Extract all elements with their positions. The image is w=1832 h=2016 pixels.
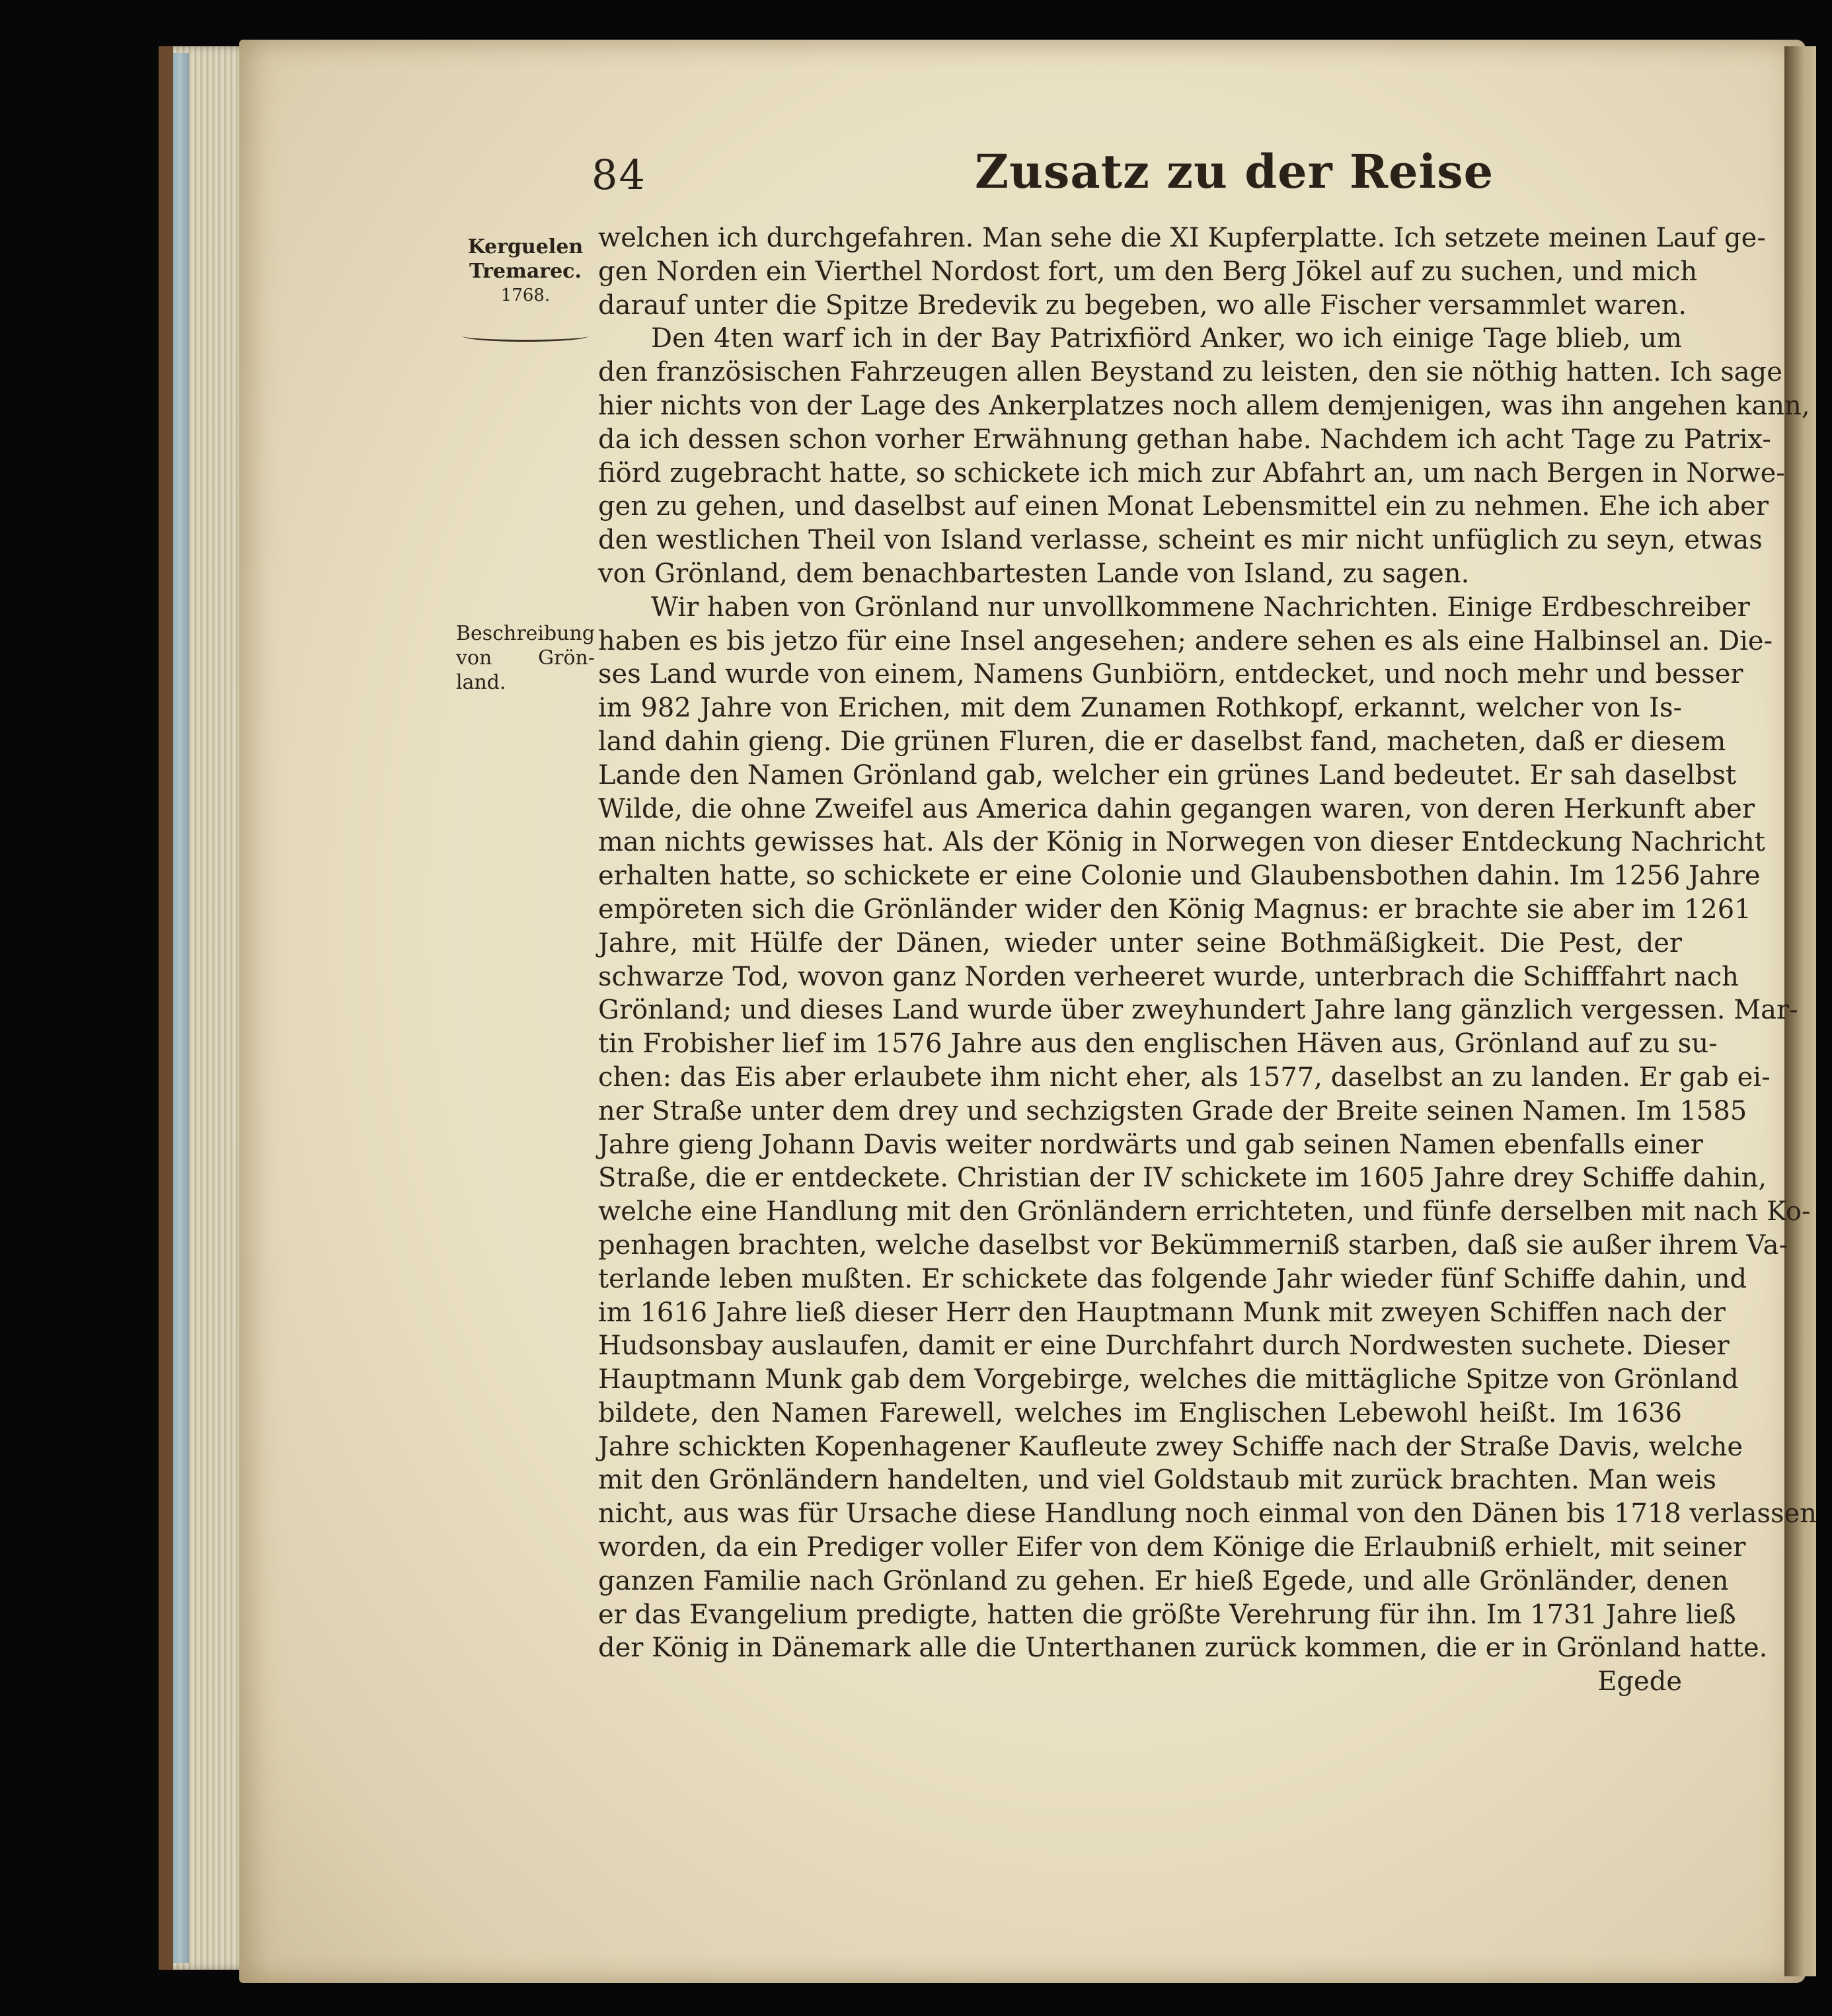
text-line: im 982 Jahre von Erichen, mit dem Zunamen Rothkopf, erkannt, welcher von Is- [598, 693, 1682, 724]
margin-note-line: 1768. [500, 286, 551, 305]
text-line: nicht, aus was für Ursache diese Handlung noch einmal von den Dänen bis 1718 verlassen [598, 1498, 1817, 1530]
text-line: man nichts gewisses hat. Als der König in Norwegen von dieser Entdeckung Nachricht [598, 827, 1765, 858]
text-line: Jahre, mit Hülfe der Dänen, wieder unter seine Bothmäßigkeit. Die Pest, der [598, 927, 1682, 958]
text-line: welche eine Handlung mit den Grönländern errichteten, und fünfe derselben mit nach Ko- [598, 1196, 1811, 1227]
text-line: ner Straße unter dem drey und sechzigsten Grade der Breite seinen Namen. Im 1585 [598, 1095, 1747, 1126]
text-line: gen Norden ein Vierthel Nordost fort, um den Berg Jökel auf zu suchen, und mich [598, 256, 1698, 287]
text-line: chen: das Eis aber erlaubete ihm nicht eher, als 1577, daselbst an zu landen. Er gab ei- [598, 1062, 1771, 1093]
margin-note-line: Kerguelen [467, 235, 584, 258]
text-line: Wir haben von Grönland nur unvollkommene Nachrichten. Einige Erdbeschreiber [651, 592, 1750, 623]
text-line: terlande leben mußten. Er schickete das folgende Jahr wieder fünf Schiffe dahin, und [598, 1263, 1747, 1294]
margin-note-kerguelen [456, 235, 595, 308]
text-line: bildete, den Namen Farewell, welches im Englischen Lebewohl heißt. Im 1636 [598, 1397, 1682, 1428]
text-line: penhagen brachten, welche daselbst vor Bekümmerniß starben, daß sie außer ihrem Va- [598, 1229, 1788, 1260]
running-head: Zusatz zu der Reise [975, 144, 1494, 199]
text-line: fiörd zugebracht hatte, so schickete ich mich zur Abfahrt an, um nach Bergen in Norwe- [598, 457, 1785, 488]
text-line: gen zu gehen, und daselbst auf einen Monat Lebensmittel ein zu nehmen. Ehe ich aber [598, 491, 1769, 522]
margin-note-brace [463, 330, 588, 342]
catchword: Egede [1597, 1666, 1682, 1697]
text-line: worden, da ein Prediger voller Eifer von dem Könige die Erlaubniß erhielt, mit seiner [598, 1532, 1746, 1563]
text-line: den westlichen Theil von Island verlasse, scheint es mir nicht unfüglich zu seyn, etwas [598, 525, 1763, 556]
text-line: der König in Dänemark alle die Unterthanen zurück kommen, die er in Grönland hatte. [598, 1633, 1768, 1664]
page-number: 84 [592, 151, 646, 199]
text-line: Grönland; und dieses Land wurde über zweyhundert Jahre lang gänzlich vergessen. Mar- [598, 995, 1798, 1026]
text-line: Wilde, die ohne Zweifel aus America dahin gegangen waren, von deren Herkunft aber [598, 793, 1755, 824]
text-line: land dahin gieng. Die grünen Fluren, die er daselbst fand, macheten, daß er diesem [598, 726, 1726, 757]
text-line: Hauptmann Munk gab dem Vorgebirge, welches die mittägliche Spitze von Grönland [598, 1364, 1739, 1395]
margin-note-line: land. [456, 671, 506, 694]
text-line: er das Evangelium predigte, hatten die größte Verehrung für ihn. Im 1731 Jahre ließ [598, 1599, 1736, 1630]
text-line: tin Frobisher lief im 1576 Jahre aus den englischen Häven aus, Grönland auf zu su- [598, 1028, 1718, 1060]
text-line: darauf unter die Spitze Bredevik zu begeben, wo alle Fischer versammlet waren. [598, 290, 1687, 321]
text-line: ganzen Familie nach Grönland zu gehen. Er hieß Egede, und alle Grönländer, denen [598, 1565, 1729, 1596]
text-line: Jahre gieng Johann Davis weiter nordwärts und gab seinen Namen ebenfalls einer [598, 1129, 1703, 1160]
margin-note-line: von Grön- [456, 646, 595, 670]
text-line: welchen ich durchgefahren. Man sehe die XI Kupferplatte. Ich setzete meinen Lauf ge- [598, 223, 1766, 253]
text-line: haben es bis jetzo für eine Insel angesehen; andere sehen es als eine Halbinsel an. Die- [598, 625, 1773, 656]
margin-note-line: Beschreibung [456, 622, 595, 645]
text-line: von Grönland, dem benachbartesten Lande von Island, zu sagen. [598, 558, 1470, 589]
text-line: den französischen Fahrzeugen allen Beystand zu leisten, den sie nöthig hatten. Ich sage [598, 357, 1782, 388]
text-line: erhalten hatte, so schickete er eine Colonie und Glaubensbothen dahin. Im 1256 Jahre [598, 861, 1761, 892]
text-line: im 1616 Jahre ließ dieser Herr den Hauptmann Munk mit zweyen Schiffen nach der [598, 1297, 1726, 1328]
text-line: Lande den Namen Grönland gab, welcher ein grünes Land bedeutet. Er sah daselbst [598, 759, 1737, 791]
text-line: mit den Grönländern handelten, und viel Goldstaub mit zurück brachten. Man weis [598, 1465, 1716, 1496]
body-text [598, 221, 1817, 1699]
text-line: ses Land wurde von einem, Namens Gunbiörn, entdecket, und noch mehr und besser [598, 659, 1743, 690]
text-line: schwarze Tod, wovon ganz Norden verheeret wurde, unterbrach die Schifffahrt nach [598, 961, 1739, 992]
text-line: da ich dessen schon vorher Erwähnung gethan habe. Nachdem ich acht Tage zu Patrix- [598, 424, 1771, 455]
text-line: Den 4ten warf ich in der Bay Patrixfiörd Anker, wo ich einige Tage blieb, um [651, 323, 1682, 354]
text-line: Straße, die er entdeckete. Christian der IV schickete im 1605 Jahre drey Schiffe dahin, [598, 1163, 1767, 1194]
text-line: empöreten sich die Grönländer wider den König Magnus: er brachte sie aber im 1261 [598, 894, 1751, 925]
text-line: Hudsonsbay auslaufen, damit er eine Durchfahrt durch Nordwesten suchete. Dieser [598, 1331, 1730, 1362]
text-line: Jahre schickten Kopenhagener Kaufleute zwey Schiffe nach der Straße Davis, welche [598, 1431, 1743, 1462]
margin-note-greenland [456, 621, 595, 695]
text-line: hier nichts von der Lage des Ankerplatzes noch allem demjenigen, was ihn angehen kann, [598, 390, 1810, 421]
margin-note-line: Tremarec. [469, 260, 582, 283]
